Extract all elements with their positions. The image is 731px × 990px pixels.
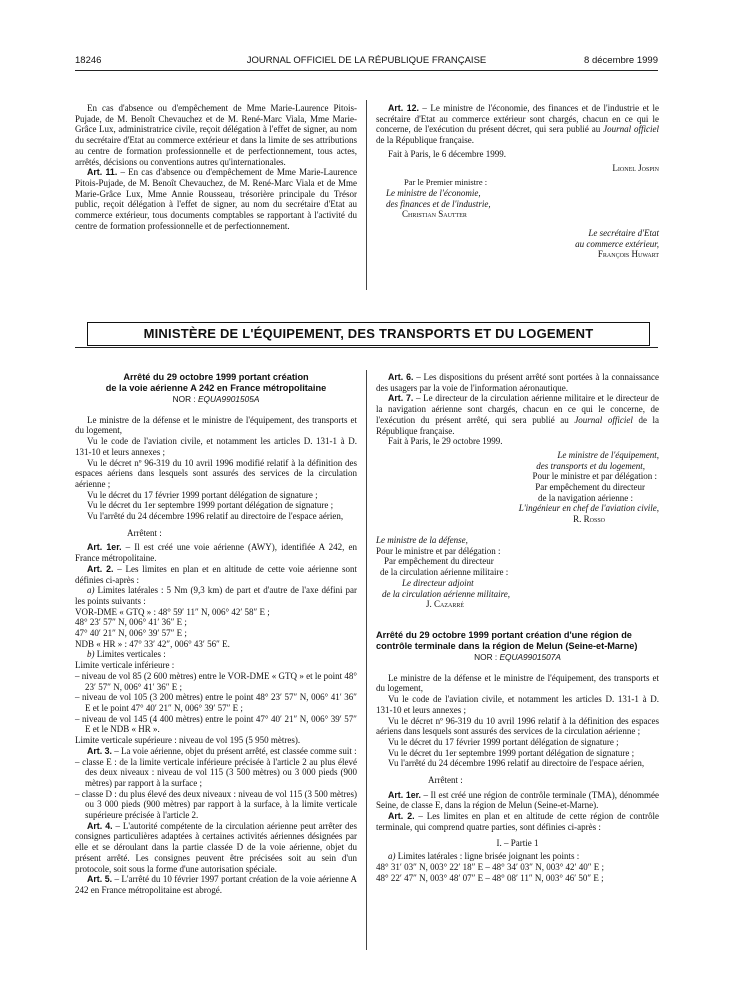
arrete-1-arretent: Arrêtent : [127,527,162,538]
class-e: – classe E : de la limite verticale inférieure précisée à l'article 2 au plus élevé des deux niveaux : niveau de vol 115 (3 500 mètres) ou 3 000 pieds (900 mètres) par rapport à la surface ; [75,756,357,788]
art-4-text: – L'autorité compétente de la circulation aérienne peut arrêter des consignes particulières adaptées à certaines activités aériennes désignées par elle et se déroulant dans la partie classée D de la voie aérienne, objet du présent arrêté. Les consignes peuvent être précisées soit au sein d'un protocole, soit sous la forme d'une autorisation spéciale. [75,820,357,874]
arrete-2-lateral-limits [376,851,659,862]
art2-1-label: Art. 1er. [388,789,421,800]
arrete-2-vu-5: Vu l'arrêté du 24 décembre 1996 relatif au directoire de l'espace aérien, [388,758,645,769]
art-7-label: Art. 7. [388,393,414,404]
arrete-1-column [75,372,357,896]
arrete-1-vu-4: Vu le décret du 1er septembre 1999 portant délégation de signature ; [87,500,334,511]
article-12 [376,103,659,146]
sig-eq-6: L'ingénieur en chef de l'aviation civile, [518,503,659,514]
defense-signature-block [376,535,576,610]
art-6-text: – Les dispositions du présent arrêté sont portées à la connaissance des usagers par la voie de l'information aéronautique. [376,372,659,393]
lim-a-label-2: a) [388,851,396,862]
article-11-text: – En cas d'absence ou d'empêchement de Mme Marie-Laurence Pitois-Pujade, de M. Benoît Chevauchez, de M. René-Marc Viala et de Mme Marie-Grâce Lux, Mme Annie Rousseau, trésorière principale du Trésor public, reçoit délégation à l'effet de signer, au nom du secrétaire d'Etat au commerce extérieur, tous documents comptables se rapportant à l'activité du centre de formation professionnelle et de perfectionnement. [75,167,357,231]
arrete-2-art-1 [376,790,659,811]
arrete-1-art-5 [75,874,357,895]
equipment-signature-block [376,450,659,525]
arrete-1-art-7 [376,393,659,436]
arrete-1-title-line-1: Arrêté du 29 octobre 1999 portant création [123,372,309,382]
signature-jospin: Lionel Jospin [612,162,659,173]
arrete-1-title-line-2: de la voie aérienne A 242 en France métropolitaine [105,382,327,393]
par-premier-ministre: Par le Premier ministre : [404,177,488,188]
ministry-banner: MINISTÈRE DE L'ÉQUIPEMENT, DES TRANSPORTS ET DU LOGEMENT [87,322,650,346]
art-5-label: Art. 5. [87,874,113,885]
signature-rosso: R. Rosso [573,514,605,525]
lim-a-text-2: Limites latérales : ligne brisée joignant les points : [395,851,580,862]
delegation-paragraph: En cas d'absence ou d'empêchement de Mme Marie-Laurence Pitois-Pujade, de M. Benoît Chevauchez et de M. René-Marc Viala, Mme Marie-Grâce Lux, administratrice civile, reçoit délégation à l'effet de signer, au nom du secrétaire d'Etat au commerce extérieur et dans la limite de ses attributions au centre de formation professionnelle et de perfectionnement, tous actes, arrêtés, décisions ou conventions autres qu'internationales. [75,103,357,167]
arrete-1-art-4 [75,821,357,875]
art-3-label: Art. 3. [87,745,112,756]
arrete-1-art-1 [75,542,357,563]
arrete-2-vu-3: Vu le décret du 17 février 1999 portant délégation de signature ; [388,736,619,747]
art-1-label: Art. 1er. [87,542,122,553]
lim-b-text: Limites verticales : [94,649,166,660]
top-left-column [75,103,357,231]
arrete-2-points-2: 48° 22′ 47″ N, 003° 48′ 07″ E – 48° 08′ 11″ N, 003° 46′ 50″ E ; [376,872,604,883]
arrete-2-arretent: Arrêtent : [428,775,463,786]
header-rule [75,70,658,71]
arrete-1-vu-5: Vu l'arrêté du 24 décembre 1996 relatif au directoire de l'espace aérien, [87,511,344,522]
art2-2-text: – Les limites en plan et en altitude de cette région de contrôle terminale, qui comprend quatre parties, sont définies ci-après : [376,811,659,832]
article-12-text: – Le ministre de l'économie, des finances et de l'industrie et le secrétaire d'Etat au commerce extérieur sont chargés, chacun en ce qui le concerne, de l'exécution du présent décret, qui sera publié au [376,103,659,135]
arrete-2-nor [376,652,659,663]
nor-label: NOR : [172,394,198,404]
signature-huwart: François Huwart [597,249,659,260]
sig-def-3: Par empêchement du directeur [384,556,494,567]
sig-eq-1: Le ministre de l'équipement, [557,449,659,460]
arrete-2-vu-4: Vu le décret du 1er septembre 1999 portant délégation de signature ; [388,747,635,758]
art-6-label: Art. 6. [388,372,414,382]
minister-economy-line-2: des finances et de l'industrie, [386,198,491,209]
column-divider-top [366,100,367,290]
signature-cazarre: J. Cazarré [426,599,465,610]
signature-sautter: Christian Sautter [402,209,467,220]
partie-1-heading: I. – Partie 1 [496,837,539,848]
sig-def-4: de la circulation aérienne militaire : [380,567,509,578]
lower-limit-2: – niveau de vol 105 (3 200 mètres) entre le point 48° 23′ 57″ N, 006° 41′ 36″ E et le point 47° 40′ 21″ N, 006° 39′ 57″ E ; [75,692,357,713]
lateral-limits [75,585,357,606]
art-2-text: – Les limites en plan et en altitude de cette voie aérienne sont définies ci-après : [75,563,357,585]
page-number: 18246 [75,55,102,66]
art2-1-text: – Il est créé une région de contrôle terminale (TMA), dénommée Seine, de classe E, dans la région de Melun (Seine-et-Marne). [376,789,659,811]
journal-officiel-ref-2: Journal officiel [574,414,633,425]
art-7-text: – Le directeur de la circulation aérienne militaire et le directeur de la navigation aérienne sont chargés, chacun en ce qui le concerne, de l'exécution du présent arrêté, qui sera publié au [376,393,660,425]
sig-eq-5: de la navigation aérienne : [538,492,633,503]
page-header [75,55,658,69]
arrete-1-fait: Fait à Paris, le 29 octobre 1999. [388,436,503,447]
sig-def-5: Le directeur adjoint [402,577,474,588]
top-right-column [376,103,659,260]
vertical-limits [75,649,357,660]
journal-officiel-ref: Journal officiel [603,124,659,135]
art-4-label: Art. 4. [87,820,113,831]
art2-2-label: Art. 2. [388,811,415,822]
lower-limit-1: – niveau de vol 85 (2 600 mètres) entre le VOR-DME « GTQ » et le point 48° 23′ 57″ N, 006° 41′ 36″ E ; [75,670,357,692]
arrete-1-continued-column [376,372,659,525]
art-5-text: – L'arrêté du 10 février 1997 portant création de la voie aérienne A 242 en France métropolitaine est abrogé. [75,874,357,895]
secretary-line-1: Le secrétaire d'Etat [588,228,659,239]
article-12-text-end: de la République française. [376,135,474,146]
sig-eq-4: Par empêchement du directeur [535,482,645,493]
arrete-1-art-2 [75,564,357,585]
sig-eq-3: Pour le ministre et par délégation : [532,471,657,482]
article-12-label: Art. 12. [388,103,419,113]
arrete-1-art-6 [376,372,659,393]
sig-def-6: de la circulation aérienne militaire, [382,588,511,599]
sig-eq-2: des transports et du logement, [536,460,645,471]
nor-label-2: NOR : [474,652,500,662]
banner-rule [75,347,658,348]
art-2-label: Art. 2. [87,563,114,574]
minister-economy-line-1: Le ministre de l'économie, [386,187,481,198]
point-hr: NDB « HR » : 47° 33′ 42″, 006° 43′ 56″ E. [75,638,230,649]
lower-limit-heading: Limite verticale inférieure : [75,660,175,671]
art-7-text-end: de la République française. [376,414,659,436]
arrete-1-nor [75,394,357,405]
arrete-2-vu-1: Vu le code de l'aviation civile, et notamment les articles D. 131-1 à D. 131-10 et leurs annexes ; [376,694,659,715]
arrete-2-art-2 [376,811,659,832]
issue-date: 8 décembre 1999 [584,55,658,66]
arrete-2-vu-2: Vu le décret nº 96-319 du 10 avril 1996 relatif à la définition des espaces aériens dans lesquels sont assurés des services de la circulation aérienne ; [376,715,659,737]
point-gtq: VOR-DME « GTQ » : 48° 59′ 11″ N, 006° 42′ 58″ E ; [75,606,270,617]
arrete-1-art-3 [75,746,357,757]
arrete-1-vu-2: Vu le décret nº 96-319 du 10 avril 1996 modifié relatif à la définition des espaces aériens dans lesquels sont assurés des services de la circulation aérienne ; [75,457,357,489]
upper-limit: Limite verticale supérieure : niveau de vol 195 (5 950 mètres). [75,735,301,746]
article-11-label: Art. 11. [87,167,118,178]
art-1-text: – Il est créé une voie aérienne (AWY), identifiée A 242, en France métropolitaine. [75,542,357,564]
arrete-2-points-1: 48° 31′ 03″ N, 003° 22′ 18″ E – 48° 34′ 03″ N, 003° 42′ 40″ E ; [376,861,605,872]
journal-title: JOURNAL OFFICIEL DE LA RÉPUBLIQUE FRANÇAISE [246,55,487,66]
arrete-2-title: Arrêté du 29 octobre 1999 portant création d'une région de contrôle terminale dans la région de Melun (Seine-et-Marne) [376,630,638,651]
arrete-2-intro: Le ministre de la défense et le ministre de l'équipement, des transports et du logement, [376,672,659,694]
point-3: 47° 40′ 21″ N, 006° 39′ 57″ E ; [75,628,187,639]
nor-code: EQUA9901505A [198,394,260,404]
fait-a-paris: Fait à Paris, le 6 décembre 1999. [388,148,506,159]
column-divider-bottom [366,370,367,950]
arrete-1-vu-1: Vu le code de l'aviation civile, et notamment les articles D. 131-1 à D. 131-10 et leurs annexes ; [75,436,357,457]
secretary-line-2: au commerce extérieur, [575,238,659,249]
point-2: 48° 23′ 57″ N, 006° 41′ 36″ E ; [75,617,187,628]
art-3-text: – La voie aérienne, objet du présent arrêté, est classée comme suit : [111,745,357,756]
arrete-1-intro: Le ministre de la défense et le ministre de l'équipement, des transports et du logement, [75,414,357,436]
lim-b-label: b) [87,649,95,660]
lim-a-text: Limites latérales : 5 Nm (9,3 km) de part et d'autre de l'axe défini par les points suivants : [75,585,357,606]
nor-code-2: EQUA9901507A [499,652,561,662]
sig-def-1: Le ministre de la défense, [376,535,468,545]
sig-def-2: Pour le ministre et par délégation : [376,545,501,556]
lower-limit-3: – niveau de vol 145 (4 400 mètres) entre le point 47° 40′ 21″ N, 006° 39′ 57″ E et le NDB « HR ». [75,713,357,735]
arrete-2-column [376,630,659,883]
lim-a-label: a) [87,585,95,596]
arrete-1-vu-3: Vu le décret du 17 février 1999 portant délégation de signature ; [87,489,318,500]
class-d: – classe D : du plus élevé des deux niveaux : niveau de vol 115 (3 500 mètres) ou 3 000 pieds (900 mètres) par rapport à la surface, à la limite verticale supérieure précisée à l'article 2. [75,788,357,821]
article-11 [75,167,357,231]
